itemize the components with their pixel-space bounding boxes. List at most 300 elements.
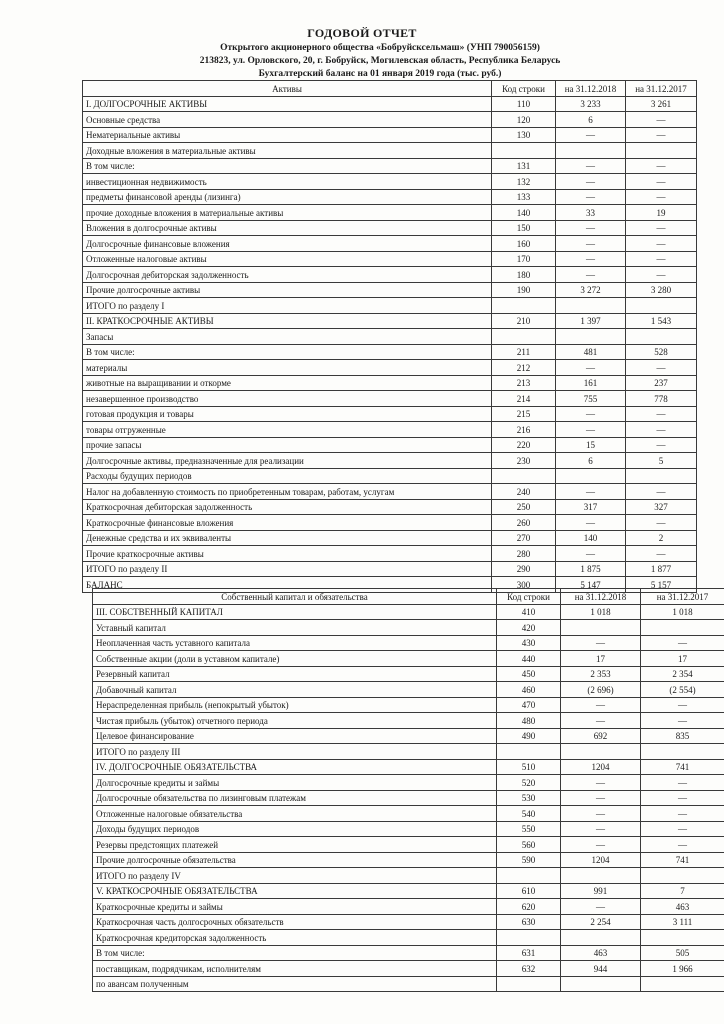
assets-body [83,96,697,592]
row-value-2018: — [556,251,626,267]
row-label: Уставный капитал [93,620,497,636]
table-row [83,189,697,205]
row-label: ИТОГО по разделу II [83,561,492,577]
row-value-2018 [556,143,626,159]
row-label: Прочие краткосрочные активы [83,546,492,562]
row-value-2017: 5 [626,453,697,469]
row-code: 180 [492,267,556,283]
row-value-2017: 1 877 [626,561,697,577]
table-row [83,236,697,252]
row-label: Отложенные налоговые обязательства [93,806,497,822]
row-code: 131 [492,158,556,174]
row-value-2017: — [626,174,697,190]
table-row [93,666,724,682]
row-code: 130 [492,127,556,143]
row-value-2018: 3 233 [556,96,626,112]
row-value-2017: 1 018 [641,604,724,620]
row-code: 550 [497,821,561,837]
row-label: БАЛАНС [83,577,492,593]
row-code: 212 [492,360,556,376]
row-value-2017: — [641,635,724,651]
row-code: 211 [492,344,556,360]
row-code: 632 [497,961,561,977]
row-code [497,868,561,884]
column-header-code: Код строки [497,589,561,605]
row-label: Краткосрочная кредиторская задолженность [93,930,497,946]
row-value-2018: 317 [556,499,626,515]
table-row [83,251,697,267]
table-row [93,868,724,884]
row-code: 520 [497,775,561,791]
row-value-2017: — [626,484,697,500]
table-row [93,697,724,713]
row-value-2018 [561,620,641,636]
row-label: Чистая прибыль (убыток) отчетного периода [93,713,497,729]
row-value-2017: 1 966 [641,961,724,977]
row-value-2018: 15 [556,437,626,453]
report-subtitle: Бухгалтерский баланс на 01 января 2019 года (тыс. руб.) [258,69,502,79]
row-value-2017 [626,329,697,345]
row-value-2017: — [626,515,697,531]
row-code: 133 [492,189,556,205]
row-label: Налог на добавленную стоимость по приобретенным товарам, работам, услугам [83,484,492,500]
row-label: Доходы будущих периодов [93,821,497,837]
row-code [492,143,556,159]
row-value-2018: 2 254 [561,914,641,930]
row-code: 240 [492,484,556,500]
row-code: 530 [497,790,561,806]
row-value-2017: — [626,236,697,252]
row-value-2018: — [556,406,626,422]
row-code: 270 [492,530,556,546]
row-value-2018: 481 [556,344,626,360]
table-row [83,329,697,345]
row-label: IV. ДОЛГОСРОЧНЫЕ ОБЯЗАТЕЛЬСТВА [93,759,497,775]
row-label: животные на выращивании и откорме [83,375,492,391]
row-label: Нематериальные активы [83,127,492,143]
row-value-2018: 161 [556,375,626,391]
row-value-2018: — [556,158,626,174]
row-label: Основные средства [83,112,492,128]
row-value-2018: 6 [556,453,626,469]
table-row [93,976,724,992]
row-label: Краткосрочная часть долгосрочных обязательств [93,914,497,930]
row-value-2017: — [626,267,697,283]
row-value-2017 [626,468,697,484]
row-value-2017: 741 [641,759,724,775]
row-label: III. СОБСТВЕННЫЙ КАПИТАЛ [93,604,497,620]
row-label: Расходы будущих периодов [83,468,492,484]
table-row [93,945,724,961]
row-label: Нераспределенная прибыль (непокрытый убыток) [93,697,497,713]
row-label: Краткосрочные кредиты и займы [93,899,497,915]
row-label: В том числе: [93,945,497,961]
row-value-2017: 3 280 [626,282,697,298]
table-row [83,96,697,112]
table-row [83,143,697,159]
row-label: поставщикам, подрядчикам, исполнителям [93,961,497,977]
table-row [93,713,724,729]
row-value-2017: — [641,837,724,853]
table-row [83,484,697,500]
column-header-code: Код строки [492,81,556,97]
row-code: 300 [492,577,556,593]
row-code [492,298,556,314]
row-value-2018: — [561,635,641,651]
row-value-2018: 3 272 [556,282,626,298]
row-value-2018: 140 [556,530,626,546]
row-label: Долгосрочные финансовые вложения [83,236,492,252]
row-code: 560 [497,837,561,853]
row-code: 160 [492,236,556,252]
table-row [83,453,697,469]
table-row [83,112,697,128]
row-label: товары отгруженные [83,422,492,438]
assets-header-row [83,81,697,97]
row-code [497,930,561,946]
row-value-2018 [561,744,641,760]
table-row [93,790,724,806]
table-row [83,298,697,314]
table-row [93,806,724,822]
row-label: ИТОГО по разделу III [93,744,497,760]
row-value-2018: — [561,899,641,915]
row-value-2018: 692 [561,728,641,744]
row-value-2017: 19 [626,205,697,221]
row-label: V. КРАТКОСРОЧНЫЕ ОБЯЗАТЕЛЬСТВА [93,883,497,899]
row-code: 590 [497,852,561,868]
row-code: 216 [492,422,556,438]
row-code: 214 [492,391,556,407]
table-row [93,620,724,636]
row-label: Целевое финансирование [93,728,497,744]
table-row [83,530,697,546]
column-header-equity-liabilities: Собственный капитал и обязательства [93,589,497,605]
organization-address: 213823, ул. Орловского, 20, г. Бобруйск, Могилевская область, Республика Беларусь [199,56,561,66]
row-label: Прочие долгосрочные активы [83,282,492,298]
row-label: Долгосрочные активы, предназначенные для реализации [83,453,492,469]
table-row [93,759,724,775]
row-value-2018: 2 353 [561,666,641,682]
row-value-2018: 5 147 [556,577,626,593]
row-code: 132 [492,174,556,190]
row-value-2018 [561,930,641,946]
row-value-2017: — [626,406,697,422]
row-label: незавершенное производство [83,391,492,407]
row-label: Долгосрочные кредиты и займы [93,775,497,791]
table-row [83,422,697,438]
report-title: ГОДОВОЙ ОТЧЕТ [307,26,417,40]
table-row [83,391,697,407]
row-value-2017: 505 [641,945,724,961]
row-code: 480 [497,713,561,729]
row-value-2017 [641,620,724,636]
row-label: ИТОГО по разделу I [83,298,492,314]
row-label: Добавочный капитал [93,682,497,698]
row-label: по авансам полученным [93,976,497,992]
table-row [83,205,697,221]
row-label: готовая продукция и товары [83,406,492,422]
row-code: 490 [497,728,561,744]
row-value-2018: 1 397 [556,313,626,329]
row-value-2018: — [556,422,626,438]
row-value-2018: — [556,236,626,252]
row-value-2017 [641,868,724,884]
row-code: 470 [497,697,561,713]
table-row [83,499,697,515]
row-value-2018: — [556,127,626,143]
row-code: 215 [492,406,556,422]
row-value-2018: 755 [556,391,626,407]
row-label: Денежные средства и их эквиваленты [83,530,492,546]
row-label: Отложенные налоговые активы [83,251,492,267]
row-value-2017: — [641,821,724,837]
row-value-2018: (2 696) [561,682,641,698]
row-value-2017: — [626,422,697,438]
row-label: Резервы предстоящих платежей [93,837,497,853]
row-value-2017: — [641,713,724,729]
row-label: Вложения в долгосрочные активы [83,220,492,236]
row-code: 510 [497,759,561,775]
table-row [93,899,724,915]
column-header-2018: на 31.12.2018 [561,589,641,605]
column-header-assets: Активы [83,81,492,97]
row-value-2017 [641,930,724,946]
table-row [83,561,697,577]
row-value-2018: 944 [561,961,641,977]
table-row [83,220,697,236]
column-header-2017: на 31.12.2017 [626,81,697,97]
row-value-2018: 6 [556,112,626,128]
row-label: материалы [83,360,492,376]
row-value-2018: — [556,484,626,500]
row-value-2018: — [556,360,626,376]
table-row [93,651,724,667]
row-value-2017: — [626,158,697,174]
row-value-2017: 7 [641,883,724,899]
row-label: Запасы [83,329,492,345]
row-code: 450 [497,666,561,682]
row-label: Краткосрочная дебиторская задолженность [83,499,492,515]
row-label: прочие доходные вложения в материальные активы [83,205,492,221]
liabilities-table [92,588,724,992]
row-label: В том числе: [83,344,492,360]
row-value-2018: 33 [556,205,626,221]
row-code: 410 [497,604,561,620]
row-value-2018: — [561,806,641,822]
row-value-2017: — [626,251,697,267]
row-label: прочие запасы [83,437,492,453]
row-label: Резервный капитал [93,666,497,682]
row-value-2017: 741 [641,852,724,868]
row-value-2017: — [641,806,724,822]
row-value-2017: — [641,775,724,791]
liabilities-header-row [93,589,724,605]
row-value-2018: — [561,775,641,791]
row-value-2017: — [626,112,697,128]
row-code: 290 [492,561,556,577]
row-value-2018 [561,976,641,992]
table-row [83,375,697,391]
row-code: 170 [492,251,556,267]
row-code: 610 [497,883,561,899]
row-code: 280 [492,546,556,562]
table-row [83,515,697,531]
row-value-2017: — [626,437,697,453]
table-row [93,930,724,946]
row-label: Прочие долгосрочные обязательства [93,852,497,868]
row-code: 540 [497,806,561,822]
row-code: 140 [492,205,556,221]
row-value-2018: — [556,220,626,236]
row-value-2017 [641,976,724,992]
row-code: 440 [497,651,561,667]
row-value-2018: 17 [561,651,641,667]
row-label: II. КРАТКОСРОЧНЫЕ АКТИВЫ [83,313,492,329]
table-row [93,728,724,744]
column-header-2017: на 31.12.2017 [641,589,724,605]
table-row [83,174,697,190]
row-label: ИТОГО по разделу IV [93,868,497,884]
row-value-2017: 2 354 [641,666,724,682]
row-code: 620 [497,899,561,915]
row-value-2018: — [561,790,641,806]
row-label: Неоплаченная часть уставного капитала [93,635,497,651]
row-value-2017: — [626,189,697,205]
row-value-2018 [556,329,626,345]
row-code: 630 [497,914,561,930]
table-row [93,852,724,868]
row-value-2017: 1 543 [626,313,697,329]
table-row [93,604,724,620]
row-label: В том числе: [83,158,492,174]
row-label: Доходные вложения в материальные активы [83,143,492,159]
table-row [83,158,697,174]
row-value-2017: 463 [641,899,724,915]
row-value-2018: — [561,837,641,853]
row-value-2017: 237 [626,375,697,391]
table-row [93,682,724,698]
table-row [83,313,697,329]
assets-table [82,80,697,593]
table-row [93,744,724,760]
row-value-2017: 528 [626,344,697,360]
column-header-2018: на 31.12.2018 [556,81,626,97]
row-value-2017 [641,744,724,760]
row-value-2017: 3 261 [626,96,697,112]
row-value-2017: — [626,546,697,562]
row-value-2018: — [556,174,626,190]
row-label: Долгосрочная дебиторская задолженность [83,267,492,283]
row-code: 460 [497,682,561,698]
row-code [497,976,561,992]
row-code [492,468,556,484]
organization-name: Открытого акционерного общества «Бобруйсксельмаш» (УНП 790056159) [220,43,540,53]
row-code: 213 [492,375,556,391]
table-row [93,775,724,791]
row-value-2018: 1 018 [561,604,641,620]
row-code: 210 [492,313,556,329]
row-value-2017: 2 [626,530,697,546]
row-value-2017 [626,298,697,314]
table-row [83,267,697,283]
row-value-2018: — [556,515,626,531]
row-value-2017 [626,143,697,159]
row-label: предметы финансовой аренды (лизинга) [83,189,492,205]
table-row [83,406,697,422]
table-row [93,837,724,853]
row-code [497,744,561,760]
row-code: 150 [492,220,556,236]
table-row [83,546,697,562]
row-code: 631 [497,945,561,961]
row-code [492,329,556,345]
row-label: Собственные акции (доли в уставном капитале) [93,651,497,667]
row-value-2018 [556,298,626,314]
row-value-2018: 1204 [561,759,641,775]
row-value-2017: (2 554) [641,682,724,698]
table-row [93,961,724,977]
row-value-2018: 463 [561,945,641,961]
row-value-2017: 5 157 [626,577,697,593]
row-code: 190 [492,282,556,298]
table-row [83,360,697,376]
table-row [83,468,697,484]
row-code: 260 [492,515,556,531]
row-value-2018 [556,468,626,484]
table-row [83,437,697,453]
table-row [93,635,724,651]
row-value-2017: 835 [641,728,724,744]
row-value-2018: 1204 [561,852,641,868]
row-value-2017: — [626,220,697,236]
row-code: 430 [497,635,561,651]
row-value-2018: — [556,189,626,205]
liabilities-body [93,604,724,992]
row-label: Краткосрочные финансовые вложения [83,515,492,531]
row-code: 110 [492,96,556,112]
row-label: Долгосрочные обязательства по лизинговым платежам [93,790,497,806]
row-value-2017: 778 [626,391,697,407]
row-value-2017: — [641,697,724,713]
row-code: 250 [492,499,556,515]
row-code: 230 [492,453,556,469]
table-row [93,914,724,930]
row-code: 220 [492,437,556,453]
row-value-2017: 327 [626,499,697,515]
row-value-2017: — [626,127,697,143]
row-value-2018: — [556,546,626,562]
row-value-2017: 3 111 [641,914,724,930]
row-value-2017: — [641,790,724,806]
row-value-2018: — [561,713,641,729]
row-value-2018: — [561,821,641,837]
row-value-2018: — [561,697,641,713]
row-value-2018: 1 875 [556,561,626,577]
row-label: инвестиционная недвижимость [83,174,492,190]
row-code: 420 [497,620,561,636]
table-row [83,344,697,360]
table-row [93,883,724,899]
table-row [83,282,697,298]
row-value-2017: — [626,360,697,376]
row-value-2017: 17 [641,651,724,667]
table-row [83,127,697,143]
row-value-2018: — [556,267,626,283]
row-value-2018: 991 [561,883,641,899]
row-value-2018 [561,868,641,884]
table-row [93,821,724,837]
